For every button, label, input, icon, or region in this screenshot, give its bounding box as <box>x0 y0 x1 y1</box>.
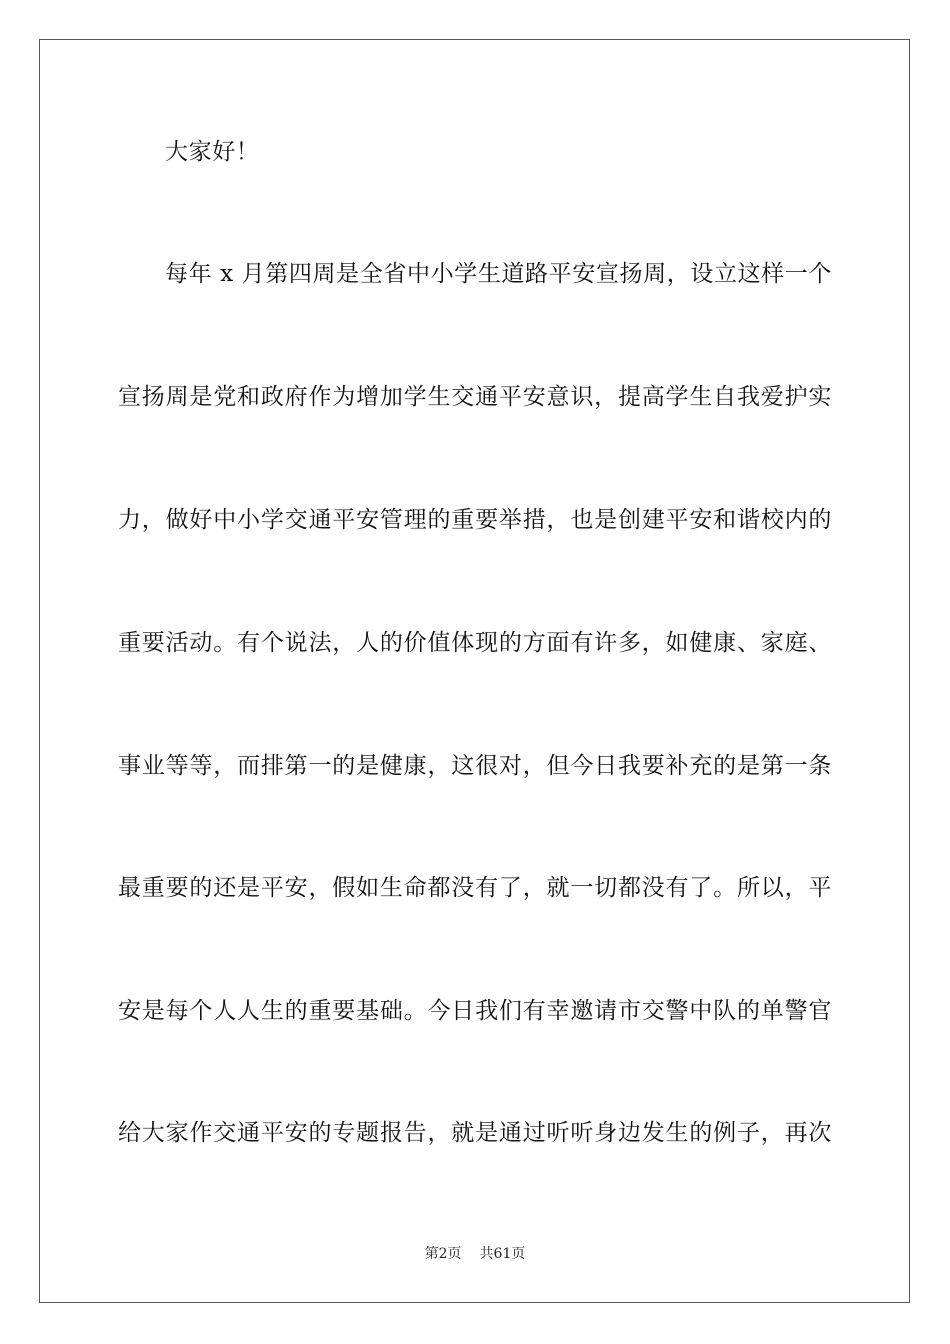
greeting-line: 大家好！ <box>165 139 260 165</box>
paragraph-line-3: 力，做好中小学交通平安管理的重要举措，也是创建平安和谐校内的 <box>118 507 832 533</box>
paragraph-line-6: 最重要的还是平安，假如生命都没有了，就一切都没有了。所以，平 <box>118 875 832 901</box>
paragraph-line-7: 安是每个人人生的重要基础。今日我们有幸邀请市交警中队的单警官 <box>118 998 832 1024</box>
paragraph-line-1: 每年 x 月第四周是全省中小学生道路平安宣扬周，设立这样一个 <box>165 261 832 287</box>
paragraph-line-8: 给大家作交通平安的专题报告，就是通过听听身边发生的例子，再次 <box>118 1120 832 1146</box>
paragraph-line-5: 事业等等，而排第一的是健康，这很对，但今日我要补充的是第一条 <box>118 753 832 779</box>
paragraph-line-4: 重要活动。有个说法，人的价值体现的方面有许多，如健康、家庭、 <box>118 630 832 656</box>
page-border <box>39 39 910 1303</box>
paragraph-line-2: 宣扬周是党和政府作为增加学生交通平安意识，提高学生自我爱护实 <box>118 384 832 410</box>
page-footer <box>0 1244 950 1264</box>
page-number: 第2页 <box>424 1246 462 1262</box>
total-pages: 共61页 <box>479 1246 526 1262</box>
